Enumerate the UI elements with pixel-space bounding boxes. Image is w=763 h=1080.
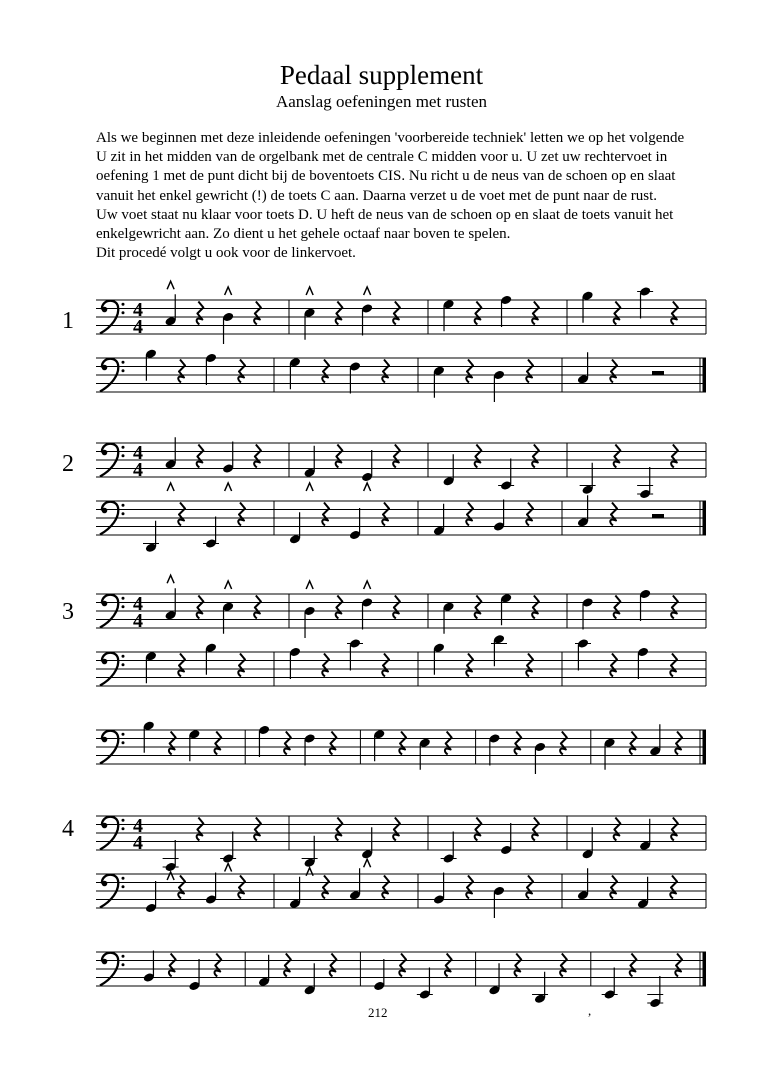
intro-line: Dit procedé volgt u ook voor de linkervoet.	[96, 245, 356, 262]
accent-mark	[167, 281, 174, 289]
intro-line: vanuit het enkel gewricht (!) de toets C aan. Daarna verzet u de voet met de punt naar de rust.	[96, 187, 658, 204]
quarter-rest	[610, 654, 617, 677]
intro-line: U zit in het midden van de orgelbank met de centrale C midden voor u. U zet uw rechtervoet in	[96, 149, 668, 166]
quarter-rest	[254, 596, 261, 619]
quarter-rest	[560, 732, 567, 755]
quarter-rest	[169, 732, 176, 755]
quarter-rest	[322, 876, 329, 899]
quarter-rest	[532, 302, 539, 325]
clef-dot	[122, 663, 125, 666]
quarter-rest	[614, 302, 621, 325]
quarter-rest	[322, 503, 329, 526]
time-signature-denominator: 4	[133, 459, 143, 481]
clef-dot	[122, 454, 125, 457]
quarter-rest	[526, 360, 533, 383]
quarter-rest	[284, 954, 291, 977]
page-subtitle: Aanslag oefeningen met rusten	[275, 92, 487, 111]
clef-dot	[122, 311, 125, 314]
quarter-rest	[466, 360, 473, 383]
accent-mark	[306, 868, 313, 876]
quarter-rest	[382, 876, 389, 899]
quarter-rest	[238, 654, 245, 677]
quarter-rest	[284, 732, 291, 755]
quarter-rest	[515, 732, 522, 755]
quarter-rest	[399, 732, 406, 755]
quarter-rest	[614, 818, 621, 841]
quarter-rest	[254, 818, 261, 841]
intro-line: Uw voet staat nu klaar voor toets D. U heft de neus van de schoen op en slaat de toets vanuit het	[96, 206, 674, 223]
accent-mark	[225, 864, 232, 872]
quarter-rest	[630, 732, 637, 755]
time-signature-numerator: 4	[133, 299, 143, 321]
clef-dot	[122, 512, 125, 515]
quarter-rest	[610, 360, 617, 383]
quarter-rest	[532, 445, 539, 468]
quarter-rest	[671, 302, 678, 325]
clef-head	[102, 307, 108, 313]
quarter-rest	[393, 302, 400, 325]
clef-head	[102, 737, 108, 743]
quarter-rest	[466, 654, 473, 677]
quarter-rest	[614, 445, 621, 468]
quarter-rest	[466, 876, 473, 899]
clef-head	[102, 823, 108, 829]
clef-dot	[122, 303, 125, 306]
intro-line: oefening 1 met de punt dicht bij de boventoets CIS. Nu richt u de neus van de schoen op en slaat	[96, 168, 676, 185]
quarter-rest	[610, 876, 617, 899]
clef-head	[102, 365, 108, 371]
clef-dot	[122, 733, 125, 736]
quarter-rest	[393, 596, 400, 619]
stray-mark: ,	[588, 1003, 592, 1018]
quarter-rest	[382, 654, 389, 677]
quarter-rest	[445, 954, 452, 977]
quarter-rest	[215, 954, 222, 977]
quarter-rest	[178, 503, 185, 526]
quarter-rest	[466, 503, 473, 526]
accent-mark	[306, 483, 313, 491]
intro-line: Als we beginnen met deze inleidende oefeningen 'voorbereide techniek' letten we op het volgende	[96, 130, 685, 146]
accent-mark	[364, 859, 371, 867]
quarter-rest	[215, 732, 222, 755]
page-number: 212	[368, 1005, 388, 1020]
quarter-rest	[197, 302, 204, 325]
quarter-rest	[560, 954, 567, 977]
quarter-rest	[322, 360, 329, 383]
accent-mark	[306, 581, 313, 589]
quarter-rest	[254, 445, 261, 468]
quarter-rest	[475, 445, 482, 468]
time-signature-denominator: 4	[133, 832, 143, 854]
exercise-number: 1	[62, 308, 74, 334]
quarter-rest	[178, 876, 185, 899]
clef-dot	[122, 504, 125, 507]
quarter-rest	[671, 818, 678, 841]
quarter-rest	[322, 654, 329, 677]
time-signature-numerator: 4	[133, 442, 143, 464]
quarter-rest	[336, 818, 343, 841]
quarter-rest	[330, 954, 337, 977]
quarter-rest	[197, 596, 204, 619]
clef-dot	[122, 885, 125, 888]
accent-mark	[225, 581, 232, 589]
exercise-number: 3	[62, 599, 74, 625]
quarter-rest	[675, 954, 682, 977]
clef-dot	[122, 741, 125, 744]
quarter-rest	[526, 876, 533, 899]
quarter-rest	[178, 360, 185, 383]
quarter-rest	[197, 818, 204, 841]
quarter-rest	[399, 954, 406, 977]
clef-head	[102, 601, 108, 607]
time-signature-numerator: 4	[133, 593, 143, 615]
accent-mark	[167, 483, 174, 491]
clef-dot	[122, 597, 125, 600]
time-signature-numerator: 4	[133, 815, 143, 837]
page-title: Pedaal supplement	[279, 60, 484, 90]
quarter-rest	[382, 503, 389, 526]
clef-dot	[122, 827, 125, 830]
quarter-rest	[475, 596, 482, 619]
time-signature-denominator: 4	[133, 316, 143, 338]
quarter-rest	[393, 445, 400, 468]
quarter-rest	[475, 302, 482, 325]
accent-mark	[364, 287, 371, 295]
accent-mark	[364, 581, 371, 589]
clef-dot	[122, 655, 125, 658]
accent-mark	[364, 483, 371, 491]
clef-head	[102, 659, 108, 665]
quarter-rest	[610, 503, 617, 526]
clef-head	[102, 881, 108, 887]
clef-dot	[122, 819, 125, 822]
clef-head	[102, 959, 108, 965]
quarter-rest	[614, 596, 621, 619]
accent-mark	[167, 575, 174, 583]
accent-mark	[306, 287, 313, 295]
accent-mark	[167, 872, 174, 880]
quarter-rest	[238, 503, 245, 526]
clef-dot	[122, 955, 125, 958]
quarter-rest	[330, 732, 337, 755]
intro-line: enkelgewricht aan. Zo dient u het gehele octaaf naar boven te spelen.	[96, 226, 511, 243]
quarter-rest	[238, 360, 245, 383]
quarter-rest	[671, 596, 678, 619]
final-barline-thick	[703, 952, 707, 986]
quarter-rest	[382, 360, 389, 383]
clef-head	[102, 450, 108, 456]
accent-mark	[225, 483, 232, 491]
quarter-rest	[336, 596, 343, 619]
quarter-rest	[178, 654, 185, 677]
quarter-rest	[526, 654, 533, 677]
time-signature-denominator: 4	[133, 610, 143, 632]
quarter-rest	[670, 654, 677, 677]
quarter-rest	[254, 302, 261, 325]
quarter-rest	[671, 445, 678, 468]
quarter-rest	[445, 732, 452, 755]
quarter-rest	[197, 445, 204, 468]
quarter-rest	[238, 876, 245, 899]
exercise-number: 4	[62, 816, 74, 842]
quarter-rest	[336, 302, 343, 325]
quarter-rest	[515, 954, 522, 977]
final-barline-thick	[703, 501, 707, 535]
final-barline-thick	[703, 730, 707, 764]
quarter-rest	[630, 954, 637, 977]
final-barline-thick	[703, 358, 707, 392]
quarter-rest	[532, 596, 539, 619]
quarter-rest	[532, 818, 539, 841]
quarter-rest	[393, 818, 400, 841]
clef-head	[102, 508, 108, 514]
clef-dot	[122, 361, 125, 364]
clef-dot	[122, 877, 125, 880]
clef-dot	[122, 446, 125, 449]
clef-dot	[122, 605, 125, 608]
half-rest	[652, 371, 664, 375]
clef-dot	[122, 963, 125, 966]
quarter-rest	[475, 818, 482, 841]
clef-dot	[122, 369, 125, 372]
quarter-rest	[169, 954, 176, 977]
quarter-rest	[526, 503, 533, 526]
quarter-rest	[670, 876, 677, 899]
half-rest	[652, 514, 664, 518]
quarter-rest	[675, 732, 682, 755]
exercise-number: 2	[62, 451, 74, 477]
accent-mark	[225, 287, 232, 295]
quarter-rest	[336, 445, 343, 468]
